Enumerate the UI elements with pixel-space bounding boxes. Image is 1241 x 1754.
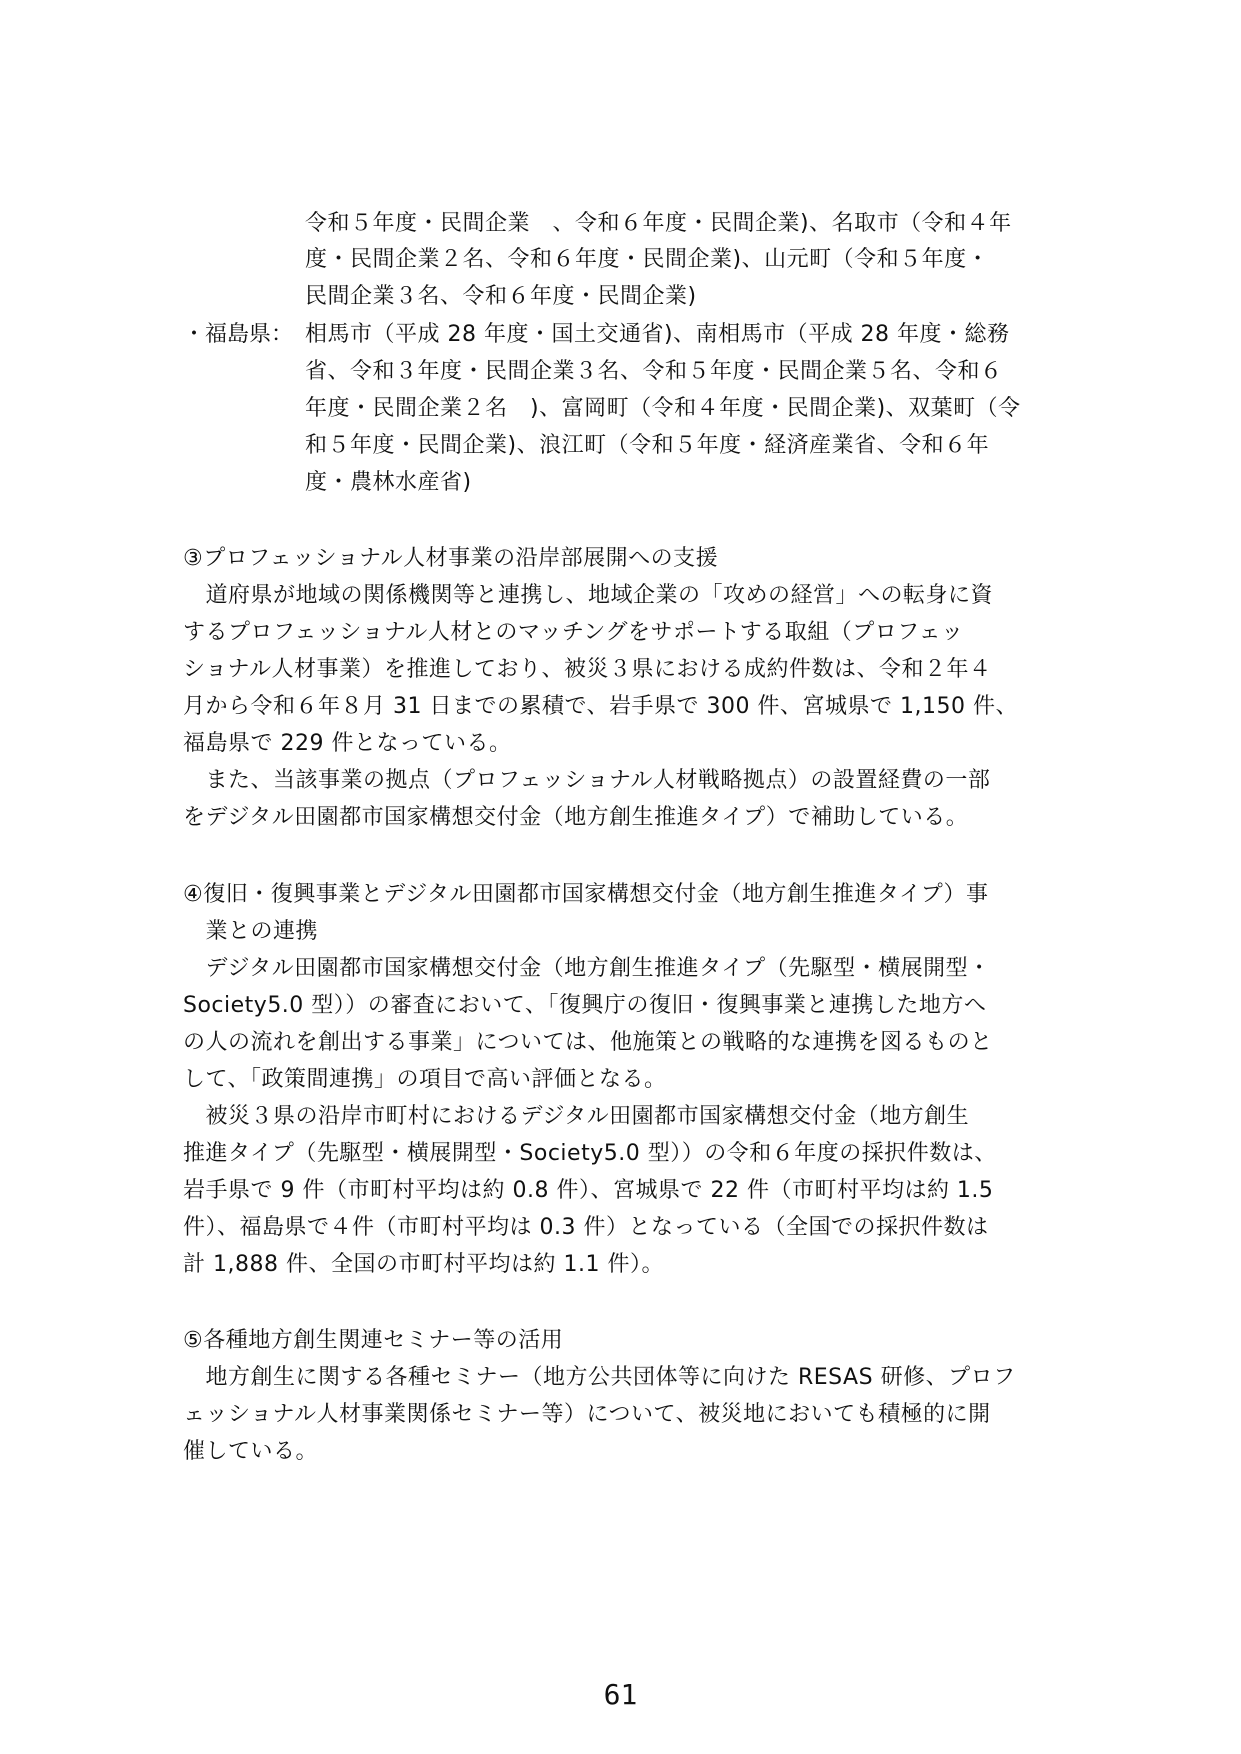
section-4-line: 件）、福島県で４件（市町村平均は 0.3 件）となっている（全国での採択件数は xyxy=(183,1215,989,1240)
section-5-line: 地方創生に関する各種セミナー（地方公共団体等に向けた RESAS 研修、プロフ xyxy=(183,1365,1016,1390)
fukushima-line: 和５年度・民間企業)、浪江町（令和５年度・経済産業省、令和６年 xyxy=(305,433,990,458)
section-5-heading: ⑤各種地方創生関連セミナー等の活用 xyxy=(183,1328,564,1353)
continued-line: 令和５年度・民間企業 、令和６年度・民間企業)、名取市（令和４年 xyxy=(305,211,1012,236)
section-3-line: するプロフェッショナル人材とのマッチングをサポートする取組（プロフェッ xyxy=(183,620,964,645)
section-4-heading: 業との連携 xyxy=(183,919,319,944)
section-3-line: をデジタル田園都市国家構想交付金（地方創生推進タイプ）で補助している。 xyxy=(183,805,969,830)
section-4-line: の人の流れを創出する事業」については、他施策との戦略的な連携を図るものと xyxy=(183,1030,993,1055)
section-5-line: 催している。 xyxy=(183,1439,319,1464)
fukushima-line: 度・農林水産省) xyxy=(305,470,472,495)
page-number: 61 xyxy=(603,1678,638,1711)
fukushima-line: 年度・民間企業２名 )、富岡町（令和４年度・民間企業)、双葉町（令 xyxy=(305,396,1021,421)
section-4-line: 計 1,888 件、全国の市町村平均は約 1.1 件）。 xyxy=(183,1252,664,1277)
fukushima-line: 省、令和３年度・民間企業３名、令和５年度・民間企業５名、令和６ xyxy=(305,359,1003,384)
fukushima-label: ・福島県： xyxy=(183,322,294,347)
section-3-heading: ③プロフェッショナル人材事業の沿岸部展開への支援 xyxy=(183,546,719,571)
continued-line: 民間企業３名、令和６年度・民間企業) xyxy=(305,284,697,309)
section-4-heading: ④復旧・復興事業とデジタル田園都市国家構想交付金（地方創生推進タイプ）事 xyxy=(183,882,989,907)
section-4-line: Society5.0 型））の審査において、「復興庁の復旧・復興事業と連携した地方へ xyxy=(183,993,987,1018)
section-4-line: 推進タイプ（先駆型・横展開型・Society5.0 型））の令和６年度の採択件数は、 xyxy=(183,1141,997,1166)
section-4-line: して、「政策間連携」の項目で高い評価となる。 xyxy=(183,1067,667,1092)
section-5-line: ェッショナル人材事業関係セミナー等）について、被災地においても積極的に開 xyxy=(183,1402,991,1427)
section-3-line: ショナル人材事業）を推進しており、被災３県における成約件数は、令和２年４ xyxy=(183,657,992,682)
section-3-line: また、当該事業の拠点（プロフェッショナル人材戦略拠点）の設置経費の一部 xyxy=(183,768,991,793)
fukushima-line: 相馬市（平成 28 年度・国土交通省)、南相馬市（平成 28 年度・総務 xyxy=(305,322,1010,347)
section-4-line: 被災３県の沿岸市町村におけるデジタル田園都市国家構想交付金（地方創生 xyxy=(183,1104,970,1129)
continued-line: 度・民間企業２名、令和６年度・民間企業)、山元町（令和５年度・ xyxy=(305,247,990,272)
section-4-line: デジタル田園都市国家構想交付金（地方創生推進タイプ（先駆型・横展開型・ xyxy=(183,956,991,981)
section-4-line: 岩手県で 9 件（市町村平均は約 0.8 件）、宮城県で 22 件（市町村平均は約 1.5 xyxy=(183,1178,994,1203)
section-3-line: 道府県が地域の関係機関等と連携し、地域企業の「攻めの経営」への転身に資 xyxy=(183,583,994,608)
section-3-line: 福島県で 229 件となっている。 xyxy=(183,731,512,756)
section-3-line: 月から令和６年８月 31 日までの累積で、岩手県で 300 件、宮城県で 1,150 件、 xyxy=(183,694,1018,719)
